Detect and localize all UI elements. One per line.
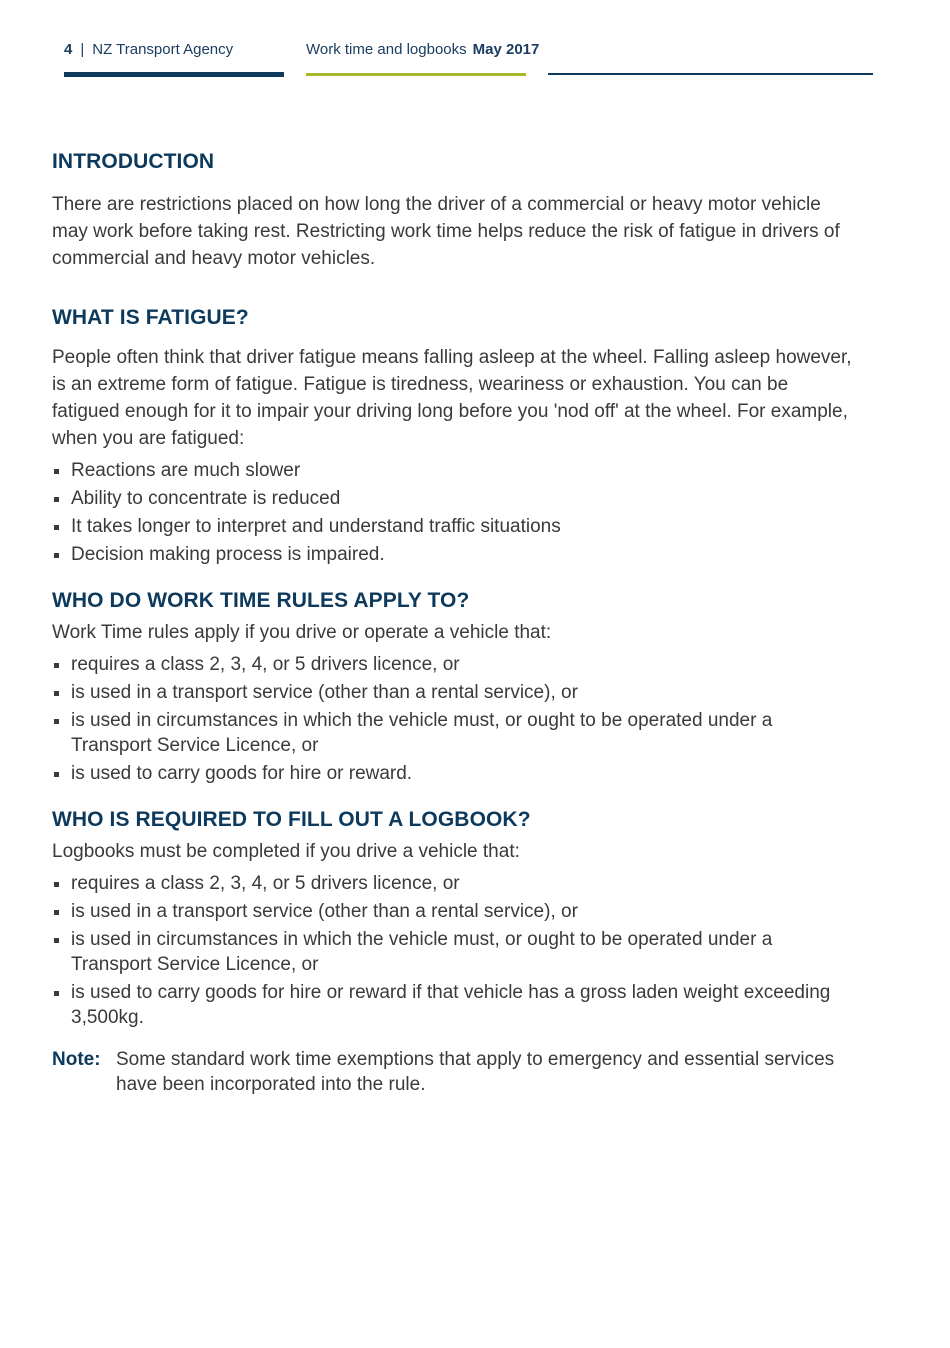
note-text: Some standard work time exemptions that apply to emergency and essential services have been incorporated into the rule. [116, 1049, 835, 1095]
page-content [52, 150, 852, 1097]
section-heading: WHO IS REQUIRED TO FILL OUT A LOGBOOK? [52, 808, 531, 831]
header-middle [306, 41, 539, 58]
list-item: is used in a transport service (other than a rental service), or [52, 680, 852, 705]
list-item: is used to carry goods for hire or reward. [52, 761, 852, 786]
work-time-bullet-list [52, 652, 852, 786]
section-paragraph: Work Time rules apply if you drive or operate a vehicle that: [52, 622, 552, 643]
section-paragraph: There are restrictions placed on how long the driver of a commercial or heavy motor vehicle may work before taking rest. Restricting work time helps reduce the risk of fatigue in drivers of commercial and heavy motor vehicles. [52, 194, 840, 269]
header-left [64, 41, 233, 58]
list-item: is used in circumstances in which the vehicle must, or ought to be operated under a Transport Service Licence, or [52, 708, 852, 758]
section-fatigue [52, 306, 852, 567]
header-separator: | [80, 41, 85, 58]
list-item: is used in a transport service (other than a rental service), or [52, 899, 852, 924]
list-item: Reactions are much slower [52, 458, 852, 483]
note-label: Note: [52, 1049, 101, 1070]
list-item: It takes longer to interpret and understand traffic situations [52, 514, 852, 539]
header-rule-middle [306, 73, 526, 76]
list-item: requires a class 2, 3, 4, or 5 drivers licence, or [52, 652, 852, 677]
list-item: requires a class 2, 3, 4, or 5 drivers licence, or [52, 871, 852, 896]
section-heading: WHO DO WORK TIME RULES APPLY TO? [52, 589, 470, 612]
page-number: 4 [64, 41, 73, 58]
header-rule-left [64, 72, 284, 77]
list-item: is used in circumstances in which the vehicle must, or ought to be operated under a Transport Service Licence, or [52, 927, 852, 977]
section-heading: WHAT IS FATIGUE? [52, 306, 249, 329]
list-item: Ability to concentrate is reduced [52, 486, 852, 511]
section-logbook [52, 808, 852, 1030]
fatigue-bullet-list [52, 458, 852, 567]
note-block [52, 1047, 852, 1097]
section-introduction [52, 150, 852, 272]
section-heading: INTRODUCTION [52, 150, 215, 173]
header-rule-right [548, 73, 873, 75]
document-date: May 2017 [472, 41, 540, 58]
section-work-time [52, 589, 852, 786]
logbook-bullet-list [52, 871, 852, 1030]
document-title: Work time and logbooks [306, 41, 467, 58]
organisation-name: NZ Transport Agency [92, 41, 234, 58]
list-item: Decision making process is impaired. [52, 542, 852, 567]
page-header [0, 0, 950, 80]
list-item: is used to carry goods for hire or reward if that vehicle has a gross laden weight exceeding 3,500kg. [52, 980, 852, 1030]
section-paragraph: Logbooks must be completed if you drive a vehicle that: [52, 841, 520, 862]
section-paragraph: People often think that driver fatigue means falling asleep at the wheel. Falling asleep however, is an extreme form of fatigue. Fatigue is tiredness, weariness or exhaustion. You can be fatigued enough for it to impair your driving long before you 'nod off' at the wheel. For example, when you are fatigued: [52, 347, 852, 449]
